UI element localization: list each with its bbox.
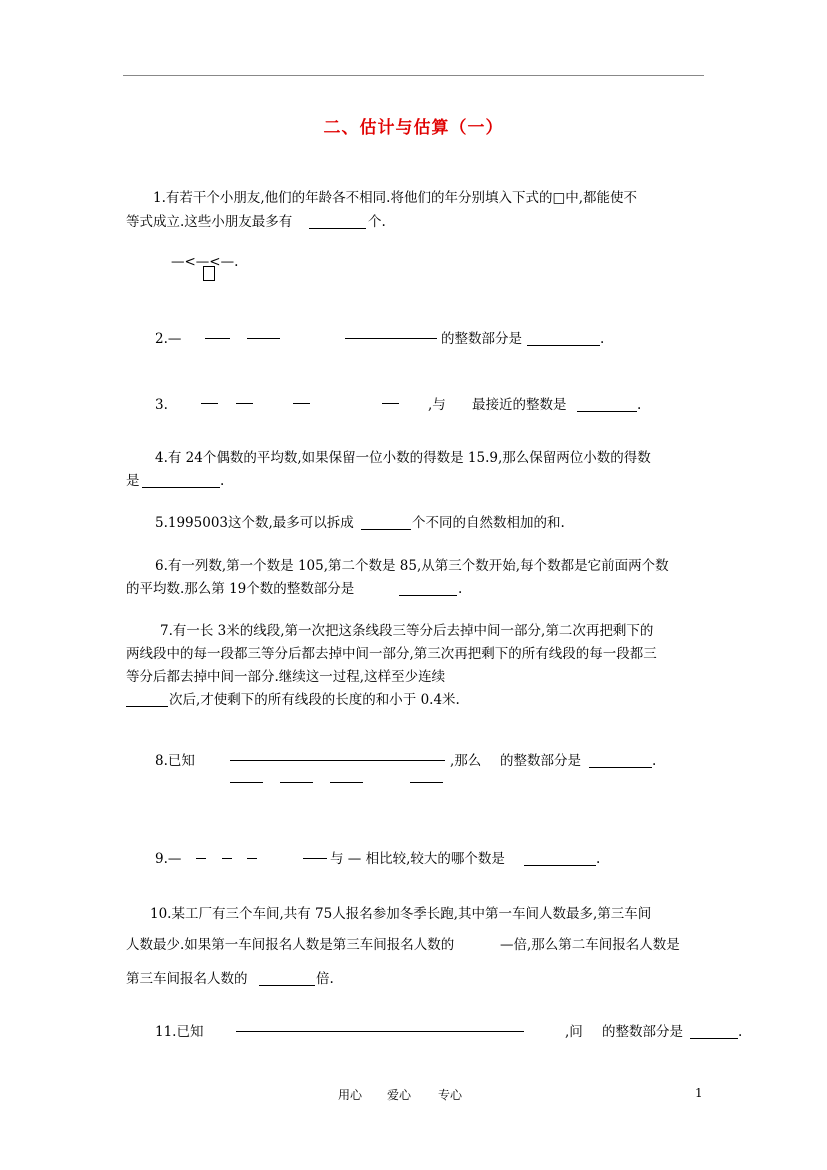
q7-line4: 次后,才使剩下的所有线段的长度的和小于 0.4米. [169,692,460,708]
q4-blank [142,487,220,488]
q10-line2b: —倍,那么第二车间报名人数是 [500,937,680,953]
q8-frac [280,782,313,783]
q6-end: . [458,581,463,597]
q2-tail: 的整数部分是 [441,331,522,347]
q8-blank [589,767,652,768]
page-title: 二、估计与估算（一） [323,118,504,138]
q5-text: 5.1995003这个数,最多可以拆成 [155,515,354,531]
footer-text-2: 爱心 [387,1088,412,1102]
q3-frac [382,403,399,404]
q8-frac [230,782,263,783]
q8-num: 8.已知 [155,753,195,769]
q10-line3: 第三车间报名人数的 [126,971,248,987]
q9-frac [247,858,257,859]
q1-line2: 等式成立.这些小朋友最多有 [126,214,293,230]
q8-tail: 的整数部分是 [500,753,581,769]
q1-box [203,266,215,281]
header-rule [123,75,704,76]
q7-blank [126,706,168,707]
q9-end: . [596,851,601,867]
q10-line2a: 人数最少.如果第一车间报名人数是第三车间报名人数的 [126,937,455,953]
q8-end: . [652,753,657,769]
q10-blank [259,985,315,986]
q1-line2-end: 个. [368,214,386,230]
q2-blank [527,345,600,346]
q8-frac [410,782,443,783]
q3-frac [236,403,253,404]
q2-num: 2.— [155,331,182,347]
q6-line2: 的平均数.那么第 19个数的整数部分是 [126,581,355,597]
q3-end: . [637,397,642,413]
q11-num: 11.已知 [155,1024,204,1040]
q3-frac [293,403,310,404]
q3-num: 3. [155,397,168,413]
q2-frac [345,338,437,339]
q4-line1: 4.有 24个偶数的平均数,如果保留一位小数的得数是 15.9,那么保留两位小数的得数 [155,450,651,466]
q2-frac [205,338,230,339]
q4-line2: 是 [126,473,140,489]
q7-line1: 7.有一长 3米的线段,第一次把这条线段三等分后去掉中间一部分,第二次再把剩下的 [160,623,654,639]
q1-formula: —<—<—. [171,254,239,270]
q6-line1: 6.有一列数,第一个数是 105,第二个数是 85,从第三个数开始,每个数都是它前面两个数 [155,558,669,574]
q11-mid: ,问 [565,1024,583,1040]
footer-text-1: 用心 [338,1088,363,1102]
page-number: 1 [695,1086,703,1100]
q8-frac [330,782,363,783]
q2-end: . [600,331,605,347]
q11-tail: 的整数部分是 [602,1024,683,1040]
q9-frac [222,858,232,859]
q1-blank [309,228,366,229]
q9-num: 9.— [155,851,182,867]
q11-blank [690,1038,738,1039]
q3-tail: 最接近的整数是 [472,397,567,413]
q5-blank [361,529,411,530]
q8-frac [230,760,445,761]
q1-line1: 1.有若干个小朋友,他们的年龄各不相同.将他们的年分别填入下式的□中,都能使不 [153,190,638,206]
q9-tail: 与 — 相比较,较大的哪个数是 [330,851,505,867]
q3-blank [577,411,637,412]
q9-frac [196,858,206,859]
q5-tail: 个不同的自然数相加的和. [412,515,565,531]
q8-mid: ,那么 [450,753,482,769]
q6-blank [399,595,457,596]
q11-frac [236,1031,524,1032]
q10-line1: 10.某工厂有三个车间,共有 75人报名参加冬季长跑,其中第一车间人数最多,第三车间 [150,906,652,922]
q2-frac [247,338,280,339]
q10-end: 倍. [316,971,334,987]
q3-mid: ,与 [428,397,446,413]
q3-frac [201,403,218,404]
q4-end: . [220,473,225,489]
q11-end: . [738,1024,743,1040]
q7-line2: 两线段中的每一段都三等分后都去掉中间一部分,第三次再把剩下的所有线段的每一段都三 [126,646,657,662]
q9-blank [524,865,596,866]
footer-text-3: 专心 [438,1088,463,1102]
q7-line3: 等分后都去掉中间一部分.继续这一过程,这样至少连续 [126,669,446,685]
q9-frac [303,858,327,859]
